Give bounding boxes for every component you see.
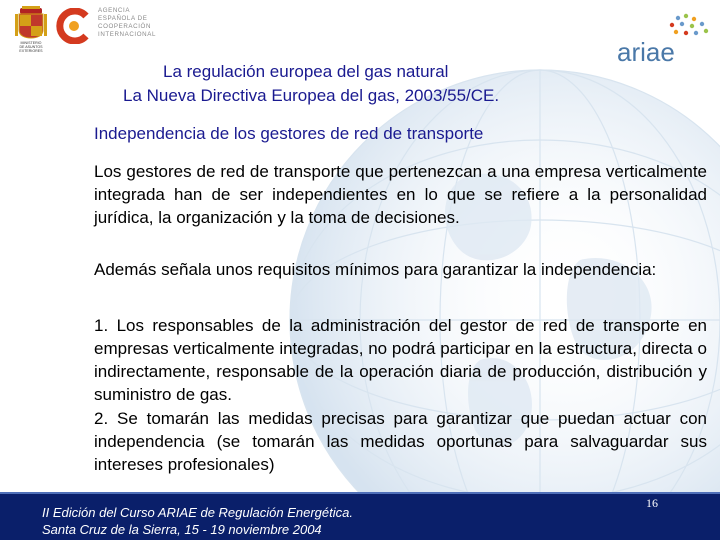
paragraph-1: Los gestores de red de transporte que pertenezcan a una empresa verticalmente integrada han de ser independientes en lo que se refiere a la personalidad jurídica, la organización y la toma de decisiones. bbox=[94, 162, 707, 227]
footer-divider bbox=[0, 492, 720, 494]
page-number: 16 bbox=[646, 496, 658, 510]
paragraph-2: Además señala unos requisitos mínimos para garantizar la independencia: bbox=[94, 260, 657, 279]
paragraph-3: 1. Los responsables de la administración del gestor de red de transporte en empresas verticalmente integradas, no podrá participar en la estructura, directa o indirectamente, responsable de la operación diaria de producción, distribución y suministro de gas. bbox=[94, 316, 707, 404]
section-heading: Independencia de los gestores de red de transporte bbox=[94, 124, 484, 143]
agency-line-4: INTERNACIONAL bbox=[98, 31, 156, 38]
agency-line-2: ESPAÑOLA DE bbox=[98, 15, 148, 22]
aecid-logo bbox=[56, 8, 92, 44]
paragraph-4: 2. Se tomarán las medidas precisas para garantizar que puedan actuar con independencia (se tomarán las medidas oportunas para salvaguardar sus intereses profesionales) bbox=[94, 409, 707, 474]
ministry-line-1: MINISTERIO bbox=[20, 41, 42, 45]
agency-line-3: COOPERACIÓN bbox=[98, 23, 152, 30]
footer-line-2: Santa Cruz de la Sierra, 15 - 19 noviembre 2004 bbox=[42, 522, 322, 537]
footer-course-info bbox=[42, 504, 353, 538]
ministry-crest-logo bbox=[12, 6, 50, 54]
header-logos bbox=[8, 4, 168, 56]
slide-subtitle: La Nueva Directiva Europea del gas, 2003/55/CE. bbox=[123, 86, 500, 105]
agency-line-1: AGENCIA bbox=[98, 7, 131, 14]
slide-title: La regulación europea del gas natural bbox=[163, 62, 449, 81]
footer-bar bbox=[0, 492, 720, 540]
agency-name bbox=[98, 7, 168, 39]
ariae-logo-text: ariae bbox=[617, 37, 675, 67]
ministry-line-3: EXTERIORES bbox=[19, 49, 43, 53]
footer-line-1: II Edición del Curso ARIAE de Regulación Energética. bbox=[42, 505, 353, 520]
ministry-line-2: DE ASUNTOS bbox=[19, 45, 43, 49]
